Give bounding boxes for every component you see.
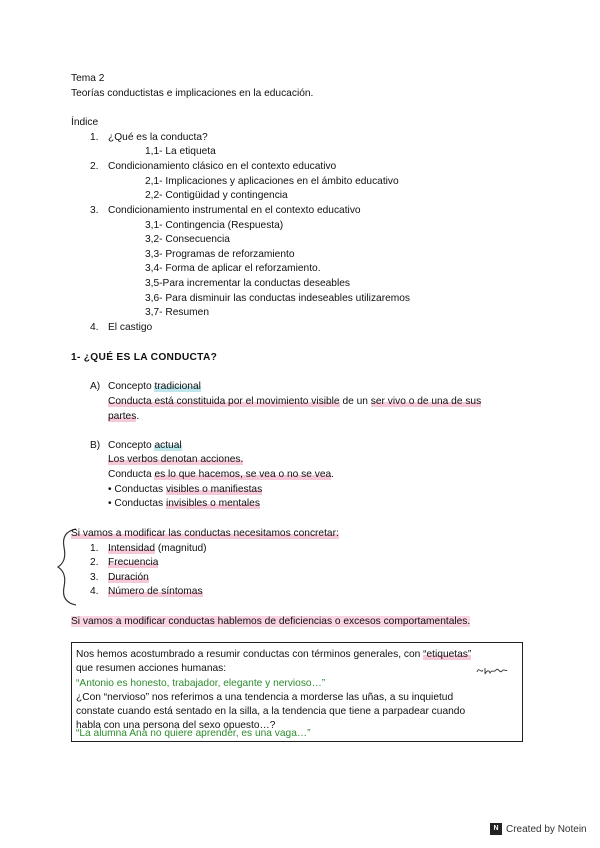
index-item-2: Condicionamiento clásico en el contexto educativo — [108, 161, 337, 172]
index-item-4: El castigo — [108, 322, 153, 333]
index-item-1-1: 1,1- La etiqueta — [145, 146, 216, 157]
modify-item-4: Número de síntomas — [108, 586, 203, 597]
concept-a-definition-cont: partes. — [108, 411, 140, 422]
index-item-3-1: 3,1- Contingencia (Respuesta) — [145, 220, 284, 231]
index-item-4-num: 4. — [90, 322, 99, 333]
modify-item-3: Duración — [108, 572, 149, 583]
footer-watermark — [490, 823, 587, 835]
deficits-statement: Si vamos a modificar conductas hablemos de deficiencias o excesos comportamentales. — [71, 616, 471, 627]
modify-item-2-num: 2. — [90, 557, 99, 568]
handwritten-scribble-icon — [475, 664, 509, 676]
index-title: Índice — [71, 117, 99, 128]
modify-item-4-num: 4. — [90, 586, 99, 597]
modify-intro: Si vamos a modificar las conductas necesitamos concretar: — [71, 528, 339, 539]
index-item-3-2: 3,2- Consecuencia — [145, 234, 230, 245]
concept-b-bullet-1: • Conductas visibles o manifiestas — [108, 484, 263, 495]
concept-b-title: Concepto actual — [108, 440, 182, 451]
index-item-3-6: 3,6- Para disminuir las conductas indeseables utilizaremos — [145, 293, 411, 304]
concept-b-line1: Los verbos denotan acciones. — [108, 454, 244, 465]
box-line-5: constate cuando está sentado en la silla, a la tendencia que tiene a parpadear cuando — [76, 706, 466, 717]
notein-logo-icon: N — [490, 823, 502, 835]
box-line-1: Nos hemos acostumbrado a resumir conductas con términos generales, con “etiquetas” — [76, 649, 472, 660]
index-item-2-num: 2. — [90, 161, 99, 172]
index-item-3-7: 3,7- Resumen — [145, 307, 209, 318]
box-line-6: habla con una persona del sexo opuesto…? — [76, 720, 276, 731]
concept-b-line2: Conducta es lo que hacemos, se vea o no se vea. — [108, 469, 334, 480]
index-item-1-num: 1. — [90, 132, 99, 143]
concept-a-title: Concepto tradicional — [108, 381, 201, 392]
topic-number: Tema 2 — [71, 73, 105, 84]
footer-text: Created by Notein — [506, 823, 587, 835]
index-item-3: Condicionamiento instrumental en el contexto educativo — [108, 205, 361, 216]
index-item-3-num: 3. — [90, 205, 99, 216]
index-item-3-5: 3,5-Para incrementar la conductas deseables — [145, 278, 350, 289]
box-quote-1: “Antonio es honesto, trabajador, elegante y nervioso…” — [76, 678, 326, 689]
modify-item-2: Frecuencia — [108, 557, 159, 568]
index-item-2-1: 2,1- Implicaciones y aplicaciones en el ámbito educativo — [145, 176, 399, 187]
box-line-4: ¿Con “nervioso” nos referimos a una tendencia a morderse las uñas, a su inquietud — [76, 692, 454, 703]
concept-a-label: A) — [90, 381, 101, 392]
concept-b-bullet-2: • Conductas invisibles o mentales — [108, 498, 260, 509]
index-item-2-2: 2,2- Contigüidad y contingencia — [145, 190, 288, 201]
concept-a-definition: Conducta está constituida por el movimiento visible de un ser vivo o de una de sus — [108, 396, 482, 407]
box-quote-2: “La alumna Ana no quiere aprender, es una vaga…” — [76, 728, 311, 739]
concept-b-label: B) — [90, 440, 101, 451]
index-item-1: ¿Qué es la conducta? — [108, 132, 208, 143]
modify-item-1-num: 1. — [90, 543, 99, 554]
index-item-3-4: 3,4- Forma de aplicar el reforzamiento. — [145, 263, 321, 274]
section-heading: 1- ¿QUÉ ES LA CONDUCTA? — [71, 352, 218, 363]
topic-title: Teorías conductistas e implicaciones en la educación. — [71, 88, 314, 99]
index-item-3-3: 3,3- Programas de reforzamiento — [145, 249, 295, 260]
modify-item-3-num: 3. — [90, 572, 99, 583]
box-line-2: que resumen acciones humanas: — [76, 663, 227, 674]
modify-item-1: Intensidad (magnitud) — [108, 543, 207, 554]
